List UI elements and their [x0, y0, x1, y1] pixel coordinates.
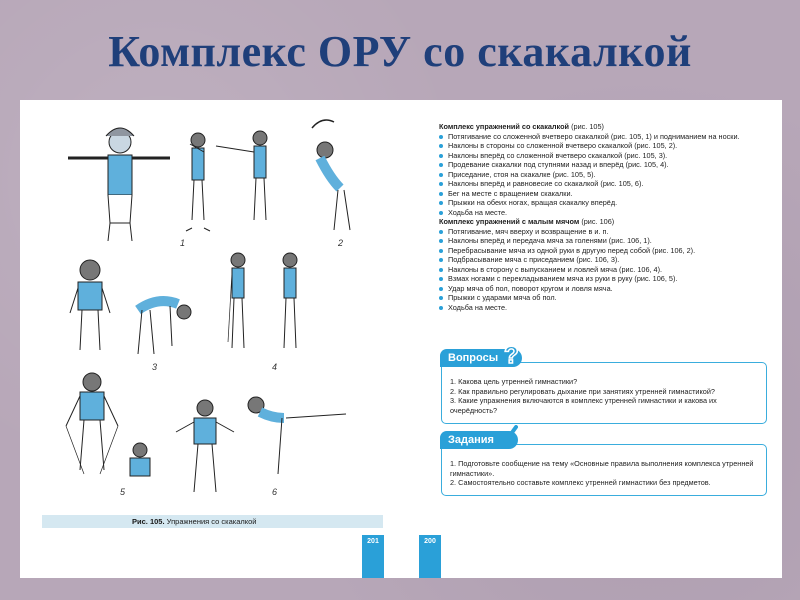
- list-item: Ходьба на месте.: [439, 303, 769, 313]
- left-page: [20, 100, 401, 578]
- tasks-header: [440, 431, 518, 449]
- task-item: 2. Самостоятельно составьте комплекс утренней гимнастики без предметов.: [450, 478, 711, 488]
- questions-title: Вопросы: [448, 352, 499, 364]
- checkmark-icon: [498, 425, 518, 445]
- list-item: Наклоны в сторону с выпусканием и ловлей мяча (рис. 106, 4).: [439, 265, 769, 275]
- list-item: Прыжки с ударами мяча об пол.: [439, 293, 769, 303]
- figure-4-second: [283, 253, 297, 348]
- figure-caption: [42, 515, 383, 528]
- figure-1-arms-forward: [216, 131, 267, 220]
- list-item: Наклоны в стороны со сложенной вчетверо скакалкой (рис. 105, 2).: [439, 141, 769, 151]
- question-mark-icon: [502, 343, 520, 365]
- list-item: Продевание скакалки под ступнями назад и вперёд (рис. 105, 4).: [439, 160, 769, 170]
- list-item: Наклоны вперёд и равновесие со скакалкой (рис. 105, 6).: [439, 179, 769, 189]
- figure-label-4: 4: [272, 362, 278, 372]
- list-item: Прыжки на обеих ногах, вращая скакалку вперёд.: [439, 198, 769, 208]
- slide-title: Комплекс ОРУ со скакалкой: [108, 27, 692, 76]
- tasks-title: Задания: [448, 434, 494, 446]
- figure-1-side: [186, 133, 210, 231]
- exercise-lists: [439, 122, 769, 312]
- questions-body: [442, 363, 766, 421]
- list-item: Потягивание, мяч вверху и возвращение в и. п.: [439, 227, 769, 237]
- questions-box: [441, 343, 767, 424]
- figure-4-rope-under-feet: [228, 253, 245, 348]
- list-item: Бег на месте с вращением скакалки.: [439, 189, 769, 199]
- list-item: Потягивание со сложенной вчетверо скакалкой (рис. 105, 1) и подниманием на носки.: [439, 132, 769, 142]
- question-item: 1. Какова цель утренней гимнастики?: [450, 377, 578, 386]
- svg-text:?: ?: [504, 343, 519, 365]
- caption-number: Рис. 105.: [132, 517, 165, 526]
- page-number-left: 201: [362, 535, 384, 578]
- list-item: Удар мяча об пол, поворот кругом и ловля мяча.: [439, 284, 769, 294]
- list-item: Взмах ногами с перекладыванием мяча из руки в руку (рис. 106, 5).: [439, 274, 769, 284]
- list-item: Приседание, стоя на скакалке (рис. 105, 5).: [439, 170, 769, 180]
- tasks-body: [442, 445, 766, 494]
- figure-105: [20, 100, 401, 520]
- list-item: Наклоны вперёд со сложенной вчетверо скакалкой (рис. 105, 3).: [439, 151, 769, 161]
- list-item: Перебрасывание мяча из одной руки в другую перед собой (рис. 106, 2).: [439, 246, 769, 256]
- textbook-spread: [20, 100, 782, 578]
- list-item: Ходьба на месте.: [439, 208, 769, 218]
- figure-label-2: 2: [338, 238, 344, 248]
- task-item: 1. Подготовьте сообщение на тему «Основные правила выполнения комплекса утренней гимнастики».: [450, 459, 754, 478]
- figure-label-6: 6: [272, 487, 278, 497]
- figure-1-girl-front: [68, 128, 170, 241]
- figure-label-5: 5: [120, 487, 126, 497]
- list-item: Подбрасывание мяча с приседанием (рис. 106, 3).: [439, 255, 769, 265]
- figure-label-1: 1: [180, 238, 186, 248]
- figure-3-girl: [70, 260, 110, 350]
- caption-text: Упражнения со скакалкой: [166, 517, 257, 526]
- right-page: [401, 100, 782, 578]
- page-number-right: 200: [419, 535, 441, 578]
- question-item: 2. Как правильно регулировать дыхание при занятиях утренней гимнастикой?: [450, 386, 715, 396]
- questions-header: [440, 343, 522, 367]
- tasks-box: [441, 434, 767, 496]
- exercise-illustrations: [20, 100, 401, 520]
- section-ball-heading: Комплекс упражнений с малым мячом (рис. 106): [439, 217, 615, 226]
- question-item: 3. Какие упражнения включаются в комплекс утренней гимнастики и какова их очерёдность?: [450, 396, 717, 415]
- figure-3-bend: [138, 301, 191, 354]
- figure-2-side-bend: [312, 120, 350, 230]
- figure-5-squat: [66, 373, 150, 476]
- figure-label-3: 3: [152, 362, 158, 372]
- figure-6-balance: [176, 397, 346, 492]
- section-rope-heading: Комплекс упражнений со скакалкой (рис. 105): [439, 122, 604, 131]
- list-item: Наклоны вперёд и передача мяча за голенями (рис. 106, 1).: [439, 236, 769, 246]
